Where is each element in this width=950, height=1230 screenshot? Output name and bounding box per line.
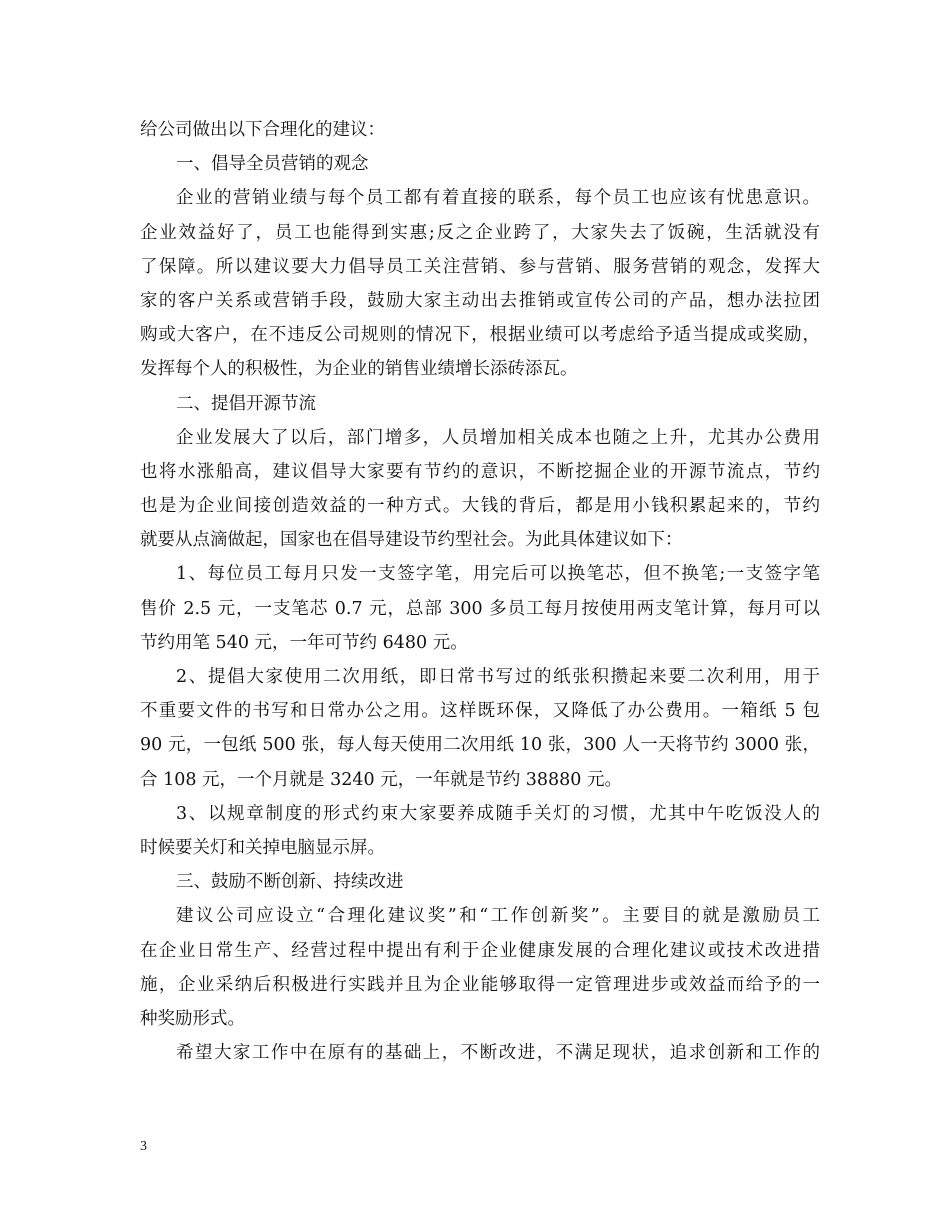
text-line: 了保障。所以建议要大力倡导员工关注营销、参与营销、服务营销的观念，发挥大 xyxy=(140,256,820,277)
text-line: 就要从点滴做起，国家也在倡导建设节约型社会。为此具体建议如下： xyxy=(140,530,683,551)
text-line: 也将水涨船高，建议倡导大家要有节约的意识，不断挖掘企业的开源节流点，节约 xyxy=(140,461,820,482)
text-line: 企业效益好了，员工也能得到实惠;反之企业跨了，大家失去了饭碗，生活就没有 xyxy=(140,222,820,243)
text-line: 节约用笔 540 元，一年可节约 6480 元。 xyxy=(140,632,468,653)
text-line: 1、每位员工每月只发一支签字笔，用完后可以换笔芯，但不换笔;一支签字笔 xyxy=(176,564,820,585)
text-line: 家的客户关系或营销手段，鼓励大家主动出去推销或宣传公司的产品，想办法拉团 xyxy=(140,290,820,311)
text-line: 购或大客户，在不违反公司规则的情况下，根据业绩可以考虑给予适当提成或奖励， xyxy=(140,325,820,346)
text-line: 给公司做出以下合理化的建议： xyxy=(140,120,385,140)
text-line: 二、提倡开源节流 xyxy=(176,393,316,414)
page-number: 3 xyxy=(140,1139,147,1154)
text-line: 希望大家工作中在原有的基础上，不断改进，不满足现状，追求创新和工作的 xyxy=(176,1043,820,1064)
text-line: 也是为企业间接创造效益的一种方式。大钱的背后，都是用小钱积累起来的，节约 xyxy=(140,496,820,517)
text-line: 建议公司应设立“合理化建议奖”和“工作创新奖”。主要目的就是激励员工 xyxy=(176,906,820,927)
text-line: 在企业日常生产、经营过程中提出有利于企业健康发展的合理化建议或技术改进措 xyxy=(140,940,820,961)
text-line: 三、鼓励不断创新、持续改进 xyxy=(176,872,404,893)
text-line: 企业发展大了以后，部门增多，人员增加相关成本也随之上升，尤其办公费用 xyxy=(176,427,820,448)
text-line: 施，企业采纳后积极进行实践并且为企业能够取得一定管理进步或效益而给予的一 xyxy=(140,974,820,995)
text-line: 一、倡导全员营销的观念 xyxy=(176,154,369,175)
text-line: 3、以规章制度的形式约束大家要养成随手关灯的习惯，尤其中午吃饭没人的 xyxy=(176,803,820,824)
text-line: 时候要关灯和关掉电脑显示屏。 xyxy=(140,837,385,858)
text-line: 发挥每个人的积极性，为企业的销售业绩增长添砖添瓦。 xyxy=(140,359,578,380)
text-line: 售价 2.5 元，一支笔芯 0.7 元，总部 300 多员工每月按使用两支笔计算，每月可以 xyxy=(140,598,820,619)
text-line: 企业的营销业绩与每个员工都有着直接的联系，每个员工也应该有忧患意识。 xyxy=(176,188,820,209)
text-line: 合 108 元，一个月就是 3240 元，一年就是节约 38880 元。 xyxy=(140,769,622,790)
text-line: 种奖励形式。 xyxy=(140,1008,245,1029)
document-body xyxy=(140,113,820,1070)
text-line: 2、提倡大家使用二次用纸，即日常书写过的纸张积攒起来要二次利用，用于 xyxy=(176,667,820,687)
text-line: 不重要文件的书写和日常办公之用。这样既环保，又降低了办公费用。一箱纸 5 包 xyxy=(140,701,820,722)
text-line: 90 元，一包纸 500 张，每人每天使用二次用纸 10 张，300 人一天将节约 3000 张， xyxy=(140,735,820,756)
